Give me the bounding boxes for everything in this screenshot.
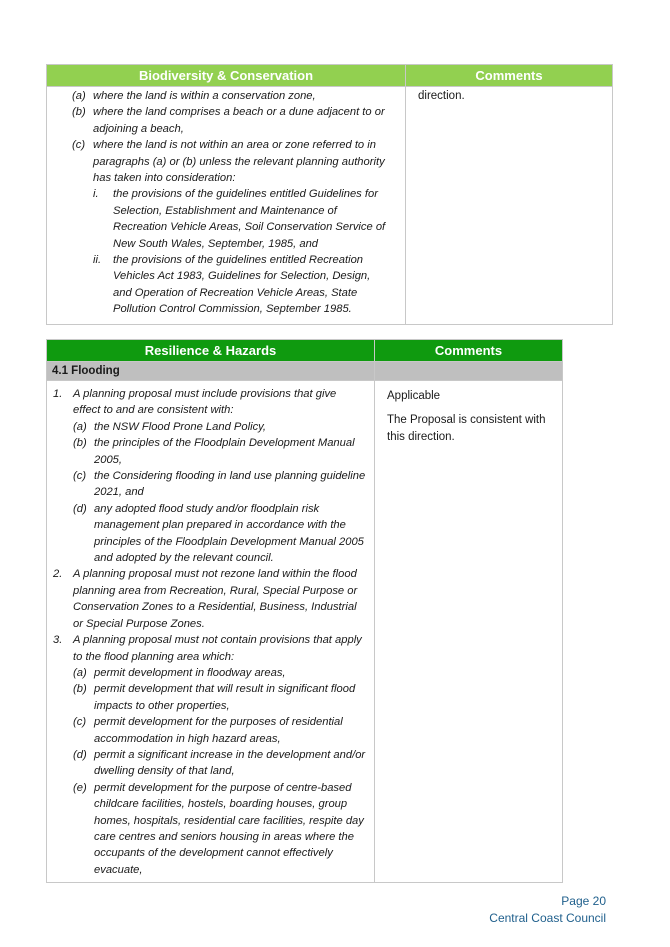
list-marker: (b) — [72, 106, 86, 119]
page-footer — [489, 893, 606, 927]
section-title: 4.1 Flooding — [47, 362, 375, 381]
list-marker: (c) — [73, 470, 87, 483]
list-marker: (a) — [73, 666, 87, 679]
list-text: where the land is not within an area or zone referred to in paragraphs (a) or (b) unless the relevant planning authority has taken into consideration: — [93, 139, 385, 185]
list-marker: (b) — [73, 437, 87, 450]
list-item — [53, 665, 366, 681]
list-text: A planning proposal must not contain provisions that apply to the flood planning area which: — [73, 634, 362, 663]
list-marker: (a) — [72, 90, 86, 102]
list-item — [72, 186, 391, 252]
list-item — [53, 747, 366, 780]
list-text: any adopted flood study and/or floodplain risk management plan prepared in accordance with the principles of the Floodplain Development Manual 2005 and adopted by the relevant council. — [94, 502, 364, 565]
page-number: Page 20 — [561, 894, 606, 908]
column-header-comments: Comments — [406, 65, 613, 87]
list-text: permit development that will result in significant flood impacts to other properties, — [94, 683, 356, 712]
comment-cell — [375, 381, 563, 883]
list-marker: (c) — [72, 139, 86, 152]
list-marker: (d) — [73, 502, 87, 515]
list-text: where the land comprises a beach or a dune adjacent to or adjoining a beach, — [93, 106, 385, 135]
list-text: permit a significant increase in the development and/or dwelling density of that land, — [94, 748, 366, 778]
list-text: the NSW Flood Prone Land Policy, — [94, 420, 267, 433]
column-header-resilience: Resilience & Hazards — [47, 340, 375, 362]
list-item — [72, 104, 391, 137]
list-item — [53, 632, 366, 665]
table-header-row — [47, 340, 563, 362]
list-text: permit development for the purposes of residential accommodation in high hazard areas, — [94, 716, 343, 745]
list-text: A planning proposal must not rezone land within the flood planning area from Recreation, Rural, Special Purpose or Conservation Zones to a Residential, Business, Industrial or Special Purpose Zones. — [73, 568, 358, 630]
column-header-comments: Comments — [375, 340, 563, 362]
biodiversity-table — [46, 64, 613, 325]
organisation-name: Central Coast Council — [489, 911, 606, 925]
list-text: permit development in floodway areas, — [94, 666, 286, 679]
list-item — [53, 419, 366, 435]
list-marker: ii. — [93, 254, 102, 267]
comment-consistency: The Proposal is consistent with this direction. — [387, 414, 546, 443]
list-item — [53, 566, 366, 632]
list-text: where the land is within a conservation zone, — [93, 90, 316, 102]
list-marker: (e) — [73, 781, 87, 794]
list-item — [53, 681, 366, 714]
table-row — [47, 381, 563, 883]
list-item — [72, 252, 391, 318]
table-row — [47, 87, 613, 325]
comment-text: direction. — [418, 90, 465, 102]
list-marker: (b) — [73, 683, 87, 696]
section-blank — [375, 362, 563, 381]
list-marker: (a) — [73, 420, 87, 433]
list-marker: 1. — [53, 388, 63, 400]
section-row — [47, 362, 563, 381]
list-item — [72, 88, 391, 104]
resilience-hazards-table — [46, 339, 563, 883]
list-text: A planning proposal must include provisions that give effect to and are consistent with: — [73, 388, 337, 417]
list-text: the Considering flooding in land use planning guideline 2021, and — [94, 470, 366, 499]
list-item — [53, 435, 366, 468]
list-item — [53, 780, 366, 878]
comment-applicable: Applicable — [387, 390, 441, 402]
provisions-cell — [47, 381, 375, 883]
list-marker: 2. — [53, 568, 63, 581]
list-item — [72, 137, 391, 186]
list-item — [53, 386, 366, 419]
provisions-cell — [47, 87, 406, 325]
list-item — [53, 501, 366, 567]
list-text: the provisions of the guidelines entitled Guidelines for Selection, Establishment and Maintenance of Recreation Vehicle Areas, Soil Conservation Service of New South Wales, September, 1985, and — [113, 188, 386, 250]
list-text: the principles of the Floodplain Development Manual 2005, — [94, 437, 355, 466]
list-marker: i. — [93, 188, 99, 201]
list-text: the provisions of the guidelines entitled Recreation Vehicles Act 1983, Guidelines for Selection, Design, and Operation of Recreation Vehicle Areas, State Pollution Control Commission, September 1985. — [113, 254, 371, 316]
comment-cell — [406, 87, 613, 325]
list-text: permit development for the purpose of centre-based childcare facilities, hostels, boarding houses, group homes, hospitals, residential care facilities, respite day care centres and seniors housing in areas where the occupants of the development cannot effectively evacuate, — [94, 781, 364, 876]
list-marker: (c) — [73, 716, 87, 729]
column-header-biodiversity: Biodiversity & Conservation — [47, 65, 406, 87]
list-marker: (d) — [73, 748, 87, 761]
table-header-row — [47, 65, 613, 87]
list-marker: 3. — [53, 634, 63, 647]
list-item — [53, 714, 366, 747]
list-item — [53, 468, 366, 501]
